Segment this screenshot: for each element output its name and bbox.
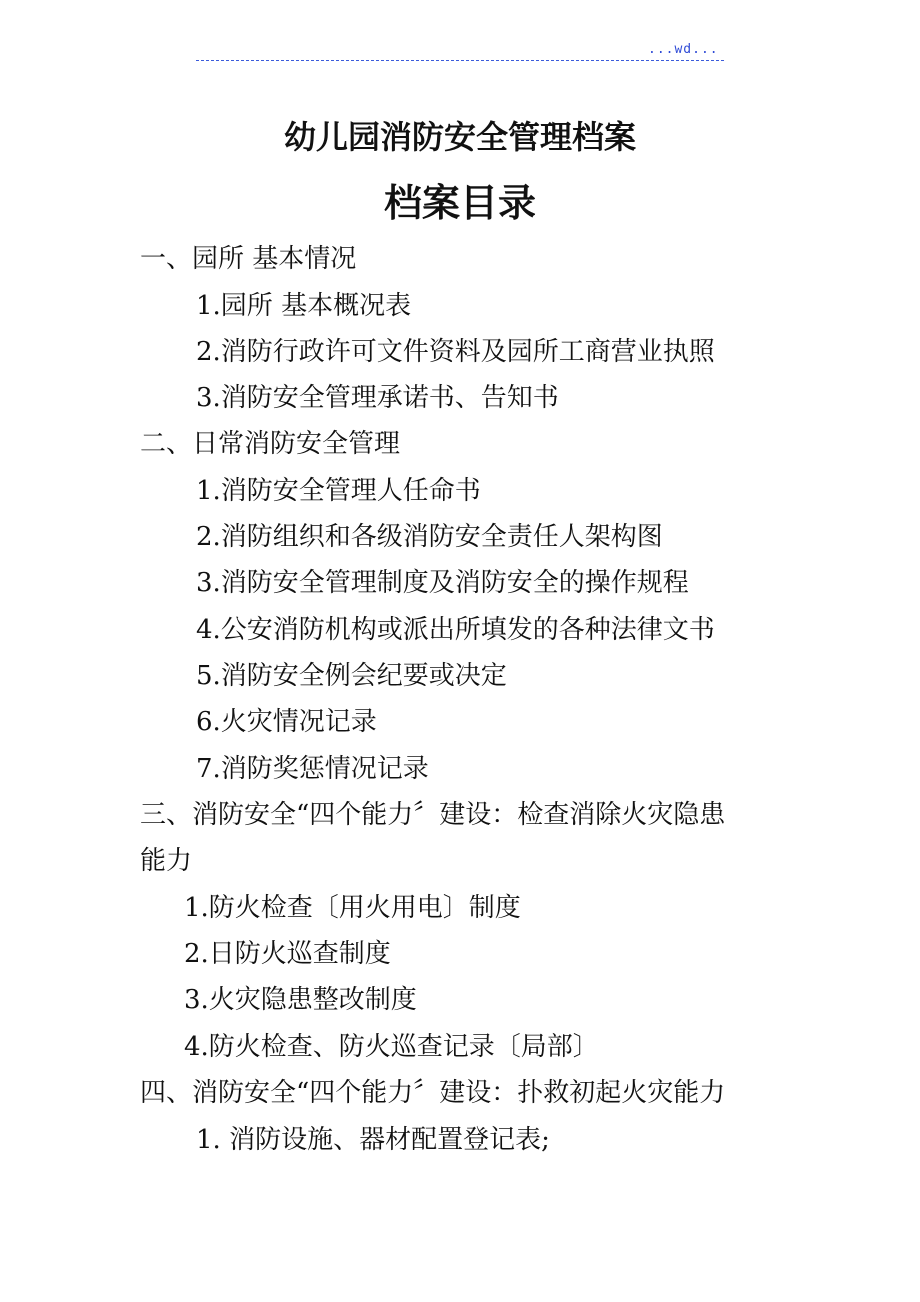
- toc-item: 1. 消防设施、器材配置登记表;: [196, 1125, 550, 1155]
- toc-item: 1.消防安全管理人任命书: [196, 476, 481, 506]
- toc-item: 1.园所 基本概况表: [196, 291, 412, 321]
- toc-item: 4.防火检查、防火巡查记录〔局部〕: [184, 1032, 599, 1062]
- toc-item: 6.火灾情况记录: [196, 707, 377, 737]
- section-heading-4: 四、消防安全“四个能力〞建设：扑救初起火灾能力: [140, 1078, 726, 1108]
- document-title: 幼儿园消防安全管理档案: [283, 118, 636, 156]
- header-rule: [196, 60, 724, 61]
- toc-item: 3.消防安全管理制度及消防安全的操作规程: [196, 568, 689, 598]
- section-heading-2: 二、日常消防安全管理: [140, 429, 401, 459]
- toc-item: 2.日防火巡查制度: [184, 939, 391, 969]
- toc-item: 3.消防安全管理承诺书、告知书: [196, 383, 559, 413]
- toc-item: 4.公安消防机构或派出所填发的各种法律文书: [196, 615, 715, 645]
- document-subtitle: 档案目录: [383, 181, 536, 225]
- section-heading-3-continued: 能力: [140, 846, 193, 876]
- header-mark: ...wd...: [648, 42, 719, 57]
- toc-item: 7.消防奖惩情况记录: [196, 754, 429, 784]
- toc-item: 3.火灾隐患整改制度: [184, 985, 417, 1015]
- toc-item: 2.消防组织和各级消防安全责任人架构图: [196, 522, 663, 552]
- toc-item: 2.消防行政许可文件资料及园所工商营业执照: [196, 337, 715, 367]
- section-heading-1: 一、园所 基本情况: [140, 244, 357, 274]
- toc-item: 1.防火检查〔用火用电〕制度: [184, 893, 521, 923]
- section-heading-3: 三、消防安全“四个能力〞建设：检查消除火灾隐患: [140, 800, 726, 830]
- toc-item: 5.消防安全例会纪要或决定: [196, 661, 507, 691]
